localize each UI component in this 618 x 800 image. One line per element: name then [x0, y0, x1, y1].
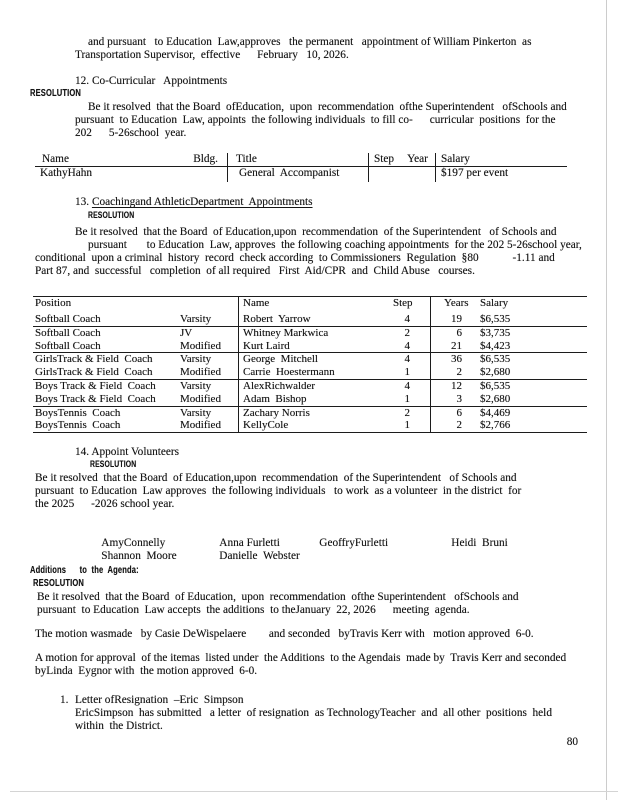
cell-years: 36: [430, 353, 478, 366]
cell-position: GirlsTrack & Field Coach: [35, 366, 153, 379]
col-step: Step: [374, 153, 395, 165]
motion-line: The motion wasmade by Casie DeWispelaere and seconded byTravis Kerr with motion approved 6-0.: [35, 628, 534, 640]
col-step: Step: [393, 297, 413, 309]
co-curricular-table: [35, 153, 567, 182]
volunteer-name: Anna Furletti: [219, 537, 280, 549]
section-heading-13: [0, 196, 618, 209]
resolution-text: RESOLUTION: [33, 577, 85, 589]
cell-salary: $6,535: [480, 353, 511, 366]
cell-step: 1: [404, 419, 410, 432]
table-row: [33, 327, 587, 340]
additions-heading-text: Additions to the Agenda:: [30, 564, 139, 576]
cell-salary: $197 per event: [435, 167, 567, 182]
resolution-label: [0, 87, 618, 100]
heading-number: 13.: [75, 196, 92, 208]
col-name: Name: [42, 153, 69, 165]
cell-position: Boys Track & Field Coach: [35, 379, 156, 392]
volunteer-name: Shannon Moore: [101, 550, 177, 562]
cell-years: 12: [430, 380, 478, 393]
cell-step: 4: [404, 313, 410, 325]
cell-years: 2: [430, 419, 478, 432]
col-level: [180, 297, 238, 313]
resolution-label: [0, 209, 618, 222]
table-row: [33, 407, 587, 420]
list-item-title: [0, 694, 618, 707]
col-salary: Salary: [435, 153, 567, 166]
cell-name: George Mitchell: [238, 353, 378, 366]
paragraph-line: Transportation Supervisor, effective February 10, 2026.: [75, 49, 349, 61]
paragraph-line: Be it resolved that the Board of Education,upon recommendation of the Superintendent of Schools and: [35, 472, 517, 484]
paragraph-line: the 2025 -2026 school year.: [35, 498, 175, 510]
resolution-text: RESOLUTION: [88, 210, 135, 221]
cell-salary: $2,766: [480, 419, 511, 432]
col-name: Name: [238, 297, 378, 313]
table-row: [33, 419, 587, 433]
cell-name: Zachary Norris: [238, 407, 378, 420]
col-title: Title: [227, 153, 368, 166]
cell-years: 19: [430, 313, 478, 326]
resolution-text: RESOLUTION: [90, 459, 137, 470]
paragraph-line: Be it resolved that the Board of Education, upon recommendation ofthe Superintendent ofSchools and: [37, 591, 519, 603]
cell-position: Boys Track & Field Coach: [35, 392, 156, 405]
table-row: [33, 380, 587, 393]
cell-level: Modified: [180, 419, 221, 432]
cell-step: 1: [404, 366, 410, 379]
cell-name: Robert Yarrow: [238, 313, 378, 326]
cell-position: Softball Coach: [35, 339, 101, 352]
coaching-table: [33, 296, 587, 433]
table-header-row: [33, 297, 587, 313]
scan-edge-bottom: [10, 791, 618, 792]
cell-salary: $6,535: [480, 379, 511, 392]
cell-salary: $2,680: [480, 366, 511, 379]
cell-position: BoysTennis Coach: [35, 419, 121, 432]
paragraph-line: EricSimpson has submitted a letter of resignation as TechnologyTeacher and all other positions held: [75, 707, 552, 719]
paragraph-line: within the District.: [75, 720, 163, 732]
header-cell: [368, 153, 435, 166]
cell-step-year: [368, 167, 435, 182]
cell-years: 6: [430, 327, 478, 340]
cell-level: Modified: [180, 366, 221, 379]
cell-position: Softball Coach: [35, 326, 101, 339]
cell-salary: $4,469: [480, 406, 511, 419]
cell-name: KathyHahn: [40, 167, 93, 179]
cell-step: 4: [404, 353, 410, 366]
motion-line: byLinda Eygnor with the motion approved 6-0.: [35, 665, 258, 677]
table-row: [35, 167, 567, 182]
page-number: 80: [566, 736, 578, 748]
paragraph-line: pursuant to Education Law, approves the following coaching appointments for the 202 5-26school year,: [88, 239, 582, 251]
section-heading-14: 14. Appoint Volunteers: [75, 446, 180, 458]
table-row: [33, 353, 587, 366]
cell-level: Varsity: [180, 406, 212, 419]
table-row: [33, 313, 587, 327]
cell-salary: $4,423: [480, 339, 511, 352]
cell-level: Varsity: [180, 353, 212, 366]
resolution-text: RESOLUTION: [30, 87, 82, 99]
table-header-row: [35, 153, 567, 167]
cell-level: JV: [180, 326, 193, 339]
volunteer-name: Danielle Webster: [219, 550, 300, 562]
volunteer-name: Heidi Bruni: [451, 537, 508, 549]
col-year: Year: [407, 153, 428, 165]
cell-name: AlexRichwalder: [238, 380, 378, 393]
paragraph-line: Be it resolved that the Board ofEducation, upon recommendation ofthe Superintendent ofSchools and: [88, 101, 567, 113]
cell-years: 3: [430, 393, 478, 406]
cell-step: 4: [404, 339, 410, 352]
cell-title: General Accompanist: [227, 167, 368, 182]
list-number: 1.: [60, 694, 69, 706]
cell-salary: $2,680: [480, 392, 511, 405]
scan-edge-right: [606, 0, 607, 800]
header-cell: [35, 153, 227, 166]
cell-step: 1: [404, 392, 410, 405]
paragraph-line: and pursuant to Education Law,approves the permanent appointment of William Pinkerton as: [88, 36, 532, 48]
col-position: Position: [35, 297, 72, 309]
paragraph-line: Be it resolved that the Board of Education,upon recommendation of the Superintendent of Schools and: [75, 226, 557, 238]
paragraph-line: conditional upon a criminal history record check according to Commissioners Regulation §80 -1.11 and: [35, 252, 555, 264]
cell-position: Softball Coach: [35, 313, 101, 325]
cell-position: BoysTennis Coach: [35, 406, 121, 419]
cell-level: Varsity: [180, 313, 212, 325]
paragraph-line: Part 87, and successful completion of all required First Aid/CPR and Child Abuse courses.: [35, 265, 475, 277]
paragraph-line: pursuant to Education Law, appoints the following individuals to fill co- curricular positions for the: [75, 114, 556, 126]
cell-name: KellyCole: [238, 419, 378, 432]
volunteer-name: AmyConnelly: [101, 537, 166, 549]
cell-years: 2: [430, 366, 478, 379]
additions-heading: [0, 564, 618, 577]
col-years: Years: [430, 297, 478, 313]
cell-step: 4: [404, 379, 410, 392]
cell-salary: $3,735: [480, 326, 511, 339]
volunteer-name: GeoffryFurletti: [319, 537, 389, 549]
resolution-label: [0, 458, 618, 471]
resolution-label: [0, 577, 618, 590]
table-row: [33, 366, 587, 380]
cell-level: Modified: [180, 392, 221, 405]
cell-salary: $6,535: [480, 313, 511, 325]
cell-name: Carrie Hoestermann: [238, 366, 378, 379]
list-title-text: Letter ofResignation –Eric Simpson: [75, 694, 244, 706]
col-bldg: Bldg.: [193, 153, 218, 165]
cell-name: Kurt Laird: [238, 340, 378, 353]
heading-text: Coachingand AthleticDepartment Appointments: [91, 196, 313, 208]
cell-name: Whitney Markwica: [238, 327, 378, 340]
cell-step: 2: [404, 326, 410, 339]
table-row: [33, 393, 587, 407]
cell-years: 21: [430, 340, 478, 353]
cell-name: Adam Bishop: [238, 393, 378, 406]
paragraph-line: 202 5-26school year.: [75, 127, 187, 139]
cell-years: 6: [430, 407, 478, 420]
cell-position: GirlsTrack & Field Coach: [35, 353, 153, 366]
cell-step: 2: [404, 406, 410, 419]
paragraph-line: pursuant to Education Law accepts the additions to theJanuary 22, 2026 meeting agenda.: [37, 604, 470, 616]
cell-level: Varsity: [180, 379, 212, 392]
motion-line: A motion for approval of the itemas listed under the Additions to the Agendais made by Travis Kerr and seconded: [35, 652, 567, 664]
section-heading-12: 12. Co-Curricular Appointments: [75, 75, 228, 87]
paragraph-line: pursuant to Education Law approves the following individuals to work as a volunteer in the district for: [35, 485, 522, 497]
col-salary: Salary: [480, 297, 509, 309]
table-row: [33, 340, 587, 354]
cell-level: Modified: [180, 339, 221, 352]
